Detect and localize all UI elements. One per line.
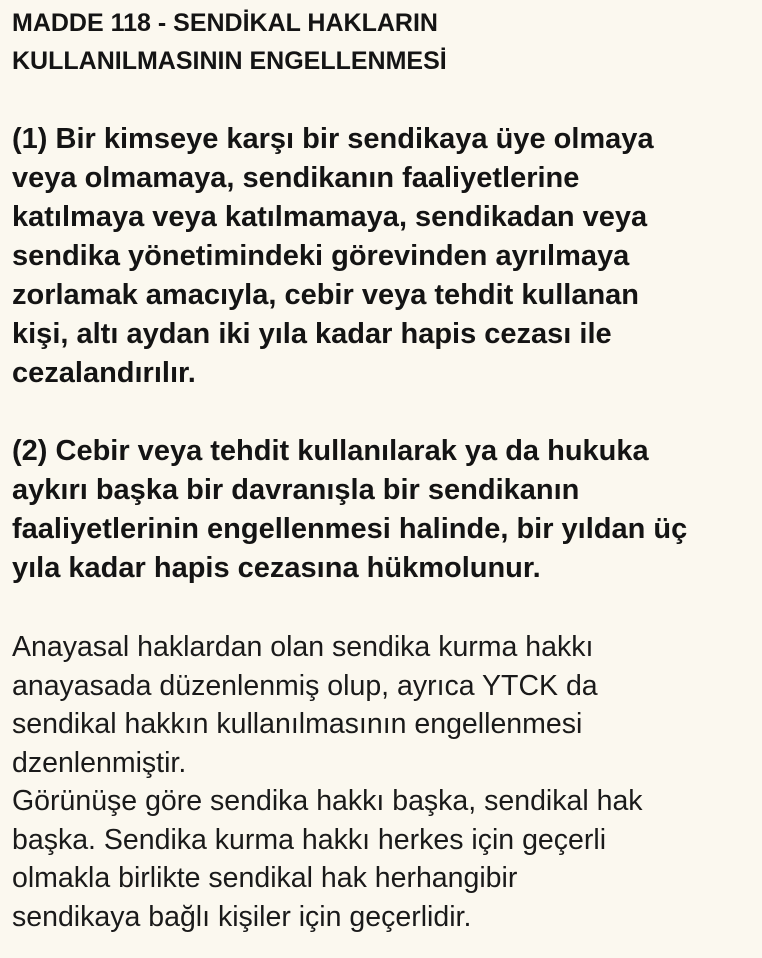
article-title: MADDE 118 - SENDİKAL HAKLARIN KULLANILMASININ ENGELLENMESİ <box>12 9 447 75</box>
article-paragraph-2: (2) Cebir veya tehdit kullanılarak ya da hukuka aykırı başka bir davranışla bir sendikanın faaliyetlerinin engellenmesi halinde, bir yıldan üç yıla kadar hapis cezasına hükmolunur. <box>12 435 688 584</box>
article-paragraph-1: (1) Bir kimseye karşı bir sendikaya üye olmaya veya olmamaya, sendikanın faaliyetlerine katılmaya veya katılmamaya, sendikadan veya sendika yönetimindeki görevinden ayrılmaya zorlamak amacıyla, cebir veya tehdit kullanan kişi, altı aydan iki yıla kadar hapis cezası ile cezalandırılır. <box>12 123 654 389</box>
commentary-text: Anayasal haklardan olan sendika kurma hakkı anayasada düzenlenmiş olup, ayrıca YTCK da sendikal hakkın kullanılmasının engellenmesi dzenlenmiştir. Görünüşe göre sendika hakkı başka, sendikal hak başka. Sendika kurma hakkı herkes için geçerli olmakla birlikte sendikal hak herhangibir sendikaya bağlı kişiler için geçerlidir. <box>12 631 643 933</box>
